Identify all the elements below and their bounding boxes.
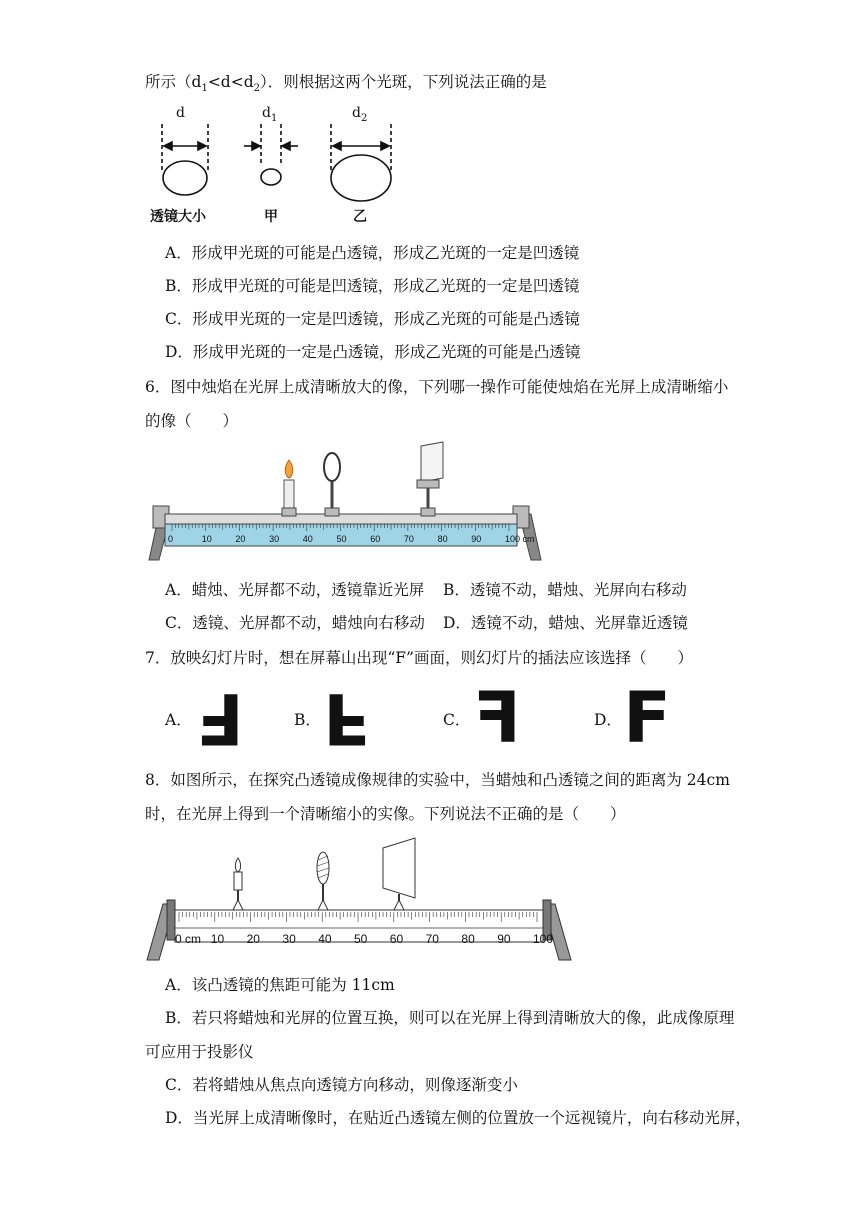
q8-option-c: C．若将蜡烛从焦点向透镜方向移动，则像逐渐变小 [165, 1076, 518, 1094]
q8-ruler-tick-label: 100 [533, 932, 554, 946]
q8-optical-bench [145, 834, 575, 964]
q6-option-a: A．蜡烛、光屏都不动，透镜靠近光屏 [165, 581, 425, 599]
q6-ruler-tick-label: 40 [302, 534, 313, 544]
q6-stem-line1: 6．图中烛焰在光屏上成清晰放大的像，下列哪一操作可能使烛焰在光屏上成清晰缩小 [145, 378, 729, 396]
q8-ruler-tick-label: 70 [425, 932, 439, 946]
q5-option-c: C．形成甲光斑的一定是凹透镜，形成乙光斑的可能是凸透镜 [165, 310, 580, 328]
q7-option-b-label: B． [294, 711, 321, 729]
q5-option-a: A．形成甲光斑的可能是凸透镜，形成乙光斑的一定是凹透镜 [165, 244, 580, 262]
q7-option-d-slide [622, 677, 672, 759]
q8-ruler-tick-label: 10 [210, 932, 225, 946]
q7-glyph-d: F [623, 677, 671, 759]
q6-ruler-tick-label: 30 [269, 534, 280, 544]
q7-stem: 7．放映幻灯片时，想在屏幕山出现“F”画面，则幻灯片的插法应该选择（ ） [145, 649, 693, 667]
label-d1: $d_1$ [262, 105, 278, 124]
q8-ruler-tick-label: 20 [246, 932, 260, 946]
q6-ruler-tick-label: 70 [403, 534, 414, 544]
q8-stem-line2: 时，在光屏上得到一个清晰缩小的实像。下列说法不正确的是（ ） [145, 805, 626, 823]
q7-option-a-slide [195, 677, 245, 759]
label-d: d [176, 105, 185, 121]
q6-ruler-tick-label: 80 [437, 534, 448, 544]
q8-ruler-tick-label: 60 [389, 932, 404, 946]
q7-option-c-slide [472, 677, 522, 759]
q8-option-b-line2: 可应用于投影仪 [145, 1043, 254, 1061]
label-d2: $d_2$ [352, 105, 368, 124]
q5-option-d: D．形成甲光斑的一定是凸透镜，形成乙光斑的可能是凸透镜 [165, 343, 581, 361]
q6-stem-line2: 的像（ ） [145, 412, 239, 430]
q6-option-b: B．透镜不动，蜡烛、光屏向右移动 [443, 581, 687, 599]
q8-ruler-tick-label: 80 [461, 932, 475, 946]
q5-option-b: B．形成甲光斑的可能是凹透镜，形成乙光斑的一定是凹透镜 [165, 277, 580, 295]
q6-ruler-tick-label: 10 [201, 534, 212, 544]
q8-option-b-line1: B．若只将蜡烛和光屏的位置互换，则可以在光屏上得到清晰放大的像，此成像原理 [165, 1009, 735, 1027]
q7-glyph-a: F [196, 677, 244, 759]
q8-ruler-tick-label: 0 cm [175, 932, 202, 946]
caption-lens-size: 透镜大小 [150, 209, 206, 225]
q7-option-a-label: A． [165, 711, 192, 729]
q6-option-c: C．透镜、光屏都不动，蜡烛向右移动 [165, 614, 425, 632]
q6-ruler-tick-label: 90 [471, 534, 482, 544]
q6-ruler-tick-label: 50 [336, 534, 347, 544]
q5-figure [150, 100, 400, 230]
q8-stem-line1: 8．如图所示，在探究凸透镜成像规律的实验中，当蜡烛和凸透镜之间的距离为 24cm [145, 771, 730, 789]
q6-optical-bench [145, 440, 545, 570]
q6-ruler-tick-label: 60 [370, 534, 381, 544]
q5-intro: 所示$(d_1<d<d_2)$．则根据这两个光斑，下列说法正确的是 [145, 73, 547, 95]
q6-ruler-tick-label: 0 [168, 534, 174, 544]
caption-yi: 乙 [353, 209, 367, 225]
q7-option-c-label: C． [443, 711, 471, 729]
q7-option-b-slide [322, 677, 372, 759]
q8-ruler-tick-label: 90 [497, 932, 511, 946]
q8-ruler-tick-label: 40 [318, 932, 332, 946]
q7-option-d-label: D． [594, 711, 622, 729]
q6-ruler-tick-label: 100 cm [505, 534, 535, 544]
q7-glyph-c: F [473, 677, 521, 759]
q8-option-d: D．当光屏上成清晰像时，在贴近凸透镜左侧的位置放一个远视镜片，向右移动光屏， [165, 1109, 751, 1127]
q8-option-a: A．该凸透镜的焦距可能为 11cm [165, 976, 395, 994]
caption-jia: 甲 [264, 209, 278, 225]
q8-ruler-tick-label: 50 [354, 932, 368, 946]
q7-glyph-b: F [323, 677, 371, 759]
q8-ruler-tick-label: 30 [282, 932, 296, 946]
q6-ruler-tick-label: 20 [235, 534, 246, 544]
q6-option-d: D．透镜不动，蜡烛、光屏靠近透镜 [443, 614, 688, 632]
